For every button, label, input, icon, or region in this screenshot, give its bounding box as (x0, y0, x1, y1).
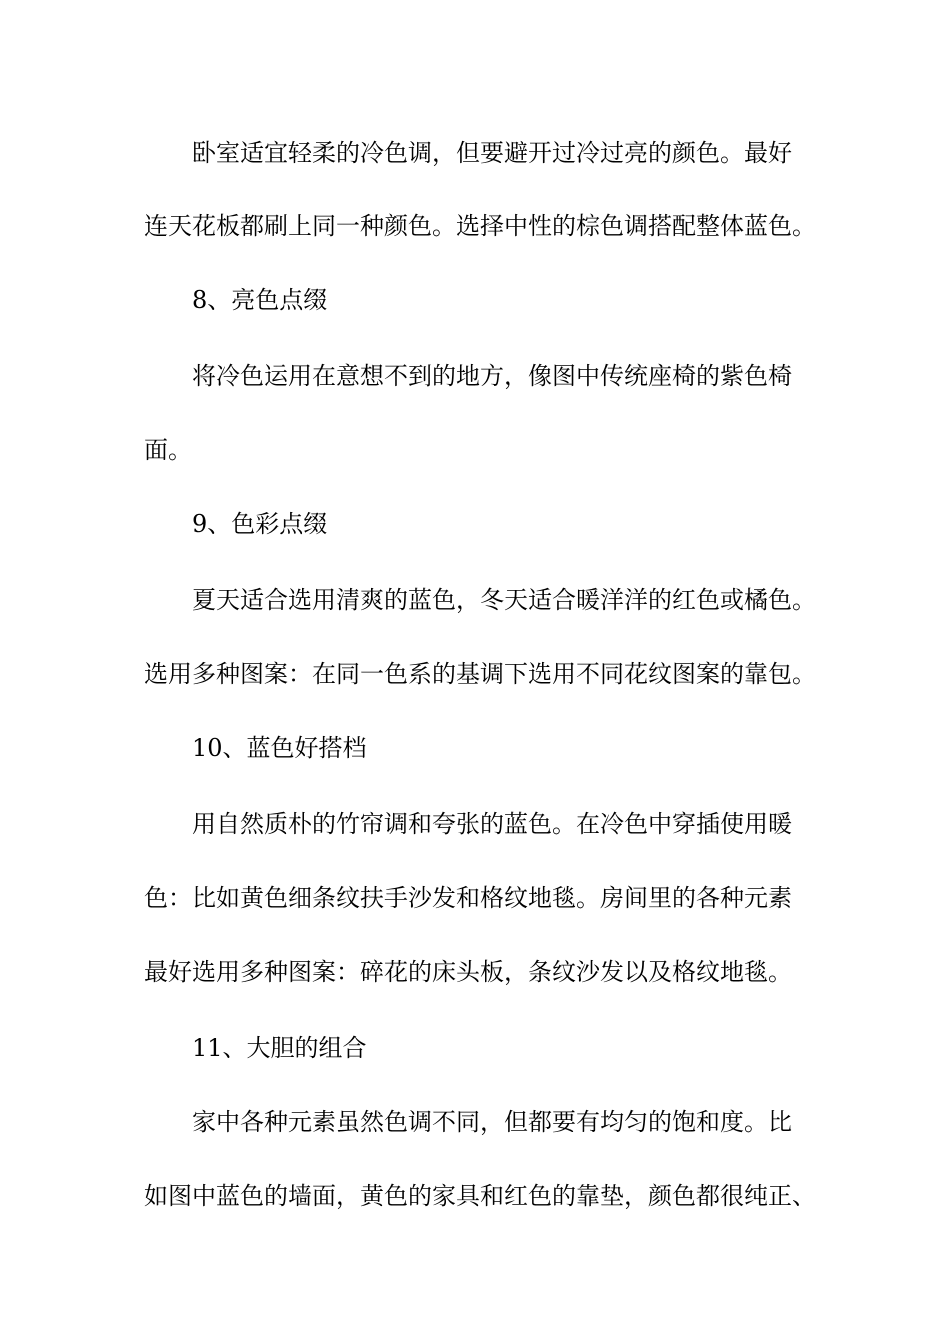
paragraph-line: 面。 (144, 436, 192, 464)
paragraph-line: 夏天适合选用清爽的蓝色，冬天适合暖洋洋的红色或橘色。 (192, 586, 816, 614)
paragraph-line: 连天花板都刷上同一种颜色。选择中性的棕色调搭配整体蓝色。 (144, 212, 816, 240)
paragraph-line: 家中各种元素虽然色调不同，但都要有均匀的饱和度。比 (192, 1108, 792, 1136)
paragraph-line: 用自然质朴的竹帘调和夸张的蓝色。在冷色中穿插使用暖 (192, 810, 792, 838)
paragraph-line: 将冷色运用在意想不到的地方，像图中传统座椅的紫色椅 (192, 362, 792, 390)
paragraph-line: 选用多种图案：在同一色系的基调下选用不同花纹图案的靠包。 (144, 660, 816, 688)
paragraph-line: 色：比如黄色细条纹扶手沙发和格纹地毯。房间里的各种元素 (144, 884, 792, 912)
paragraph-line: 如图中蓝色的墙面，黄色的家具和红色的靠垫，颜色都很纯正、 (144, 1182, 816, 1210)
section-heading: 10、蓝色好搭档 (192, 734, 367, 762)
paragraph-line: 最好选用多种图案：碎花的床头板，条纹沙发以及格纹地毯。 (144, 958, 792, 986)
paragraph-line: 卧室适宜轻柔的冷色调，但要避开过冷过亮的颜色。最好 (192, 139, 792, 167)
section-heading: 11、大胆的组合 (192, 1034, 367, 1062)
section-heading: 9、色彩点缀 (192, 510, 328, 538)
section-heading: 8、亮色点缀 (192, 286, 328, 314)
